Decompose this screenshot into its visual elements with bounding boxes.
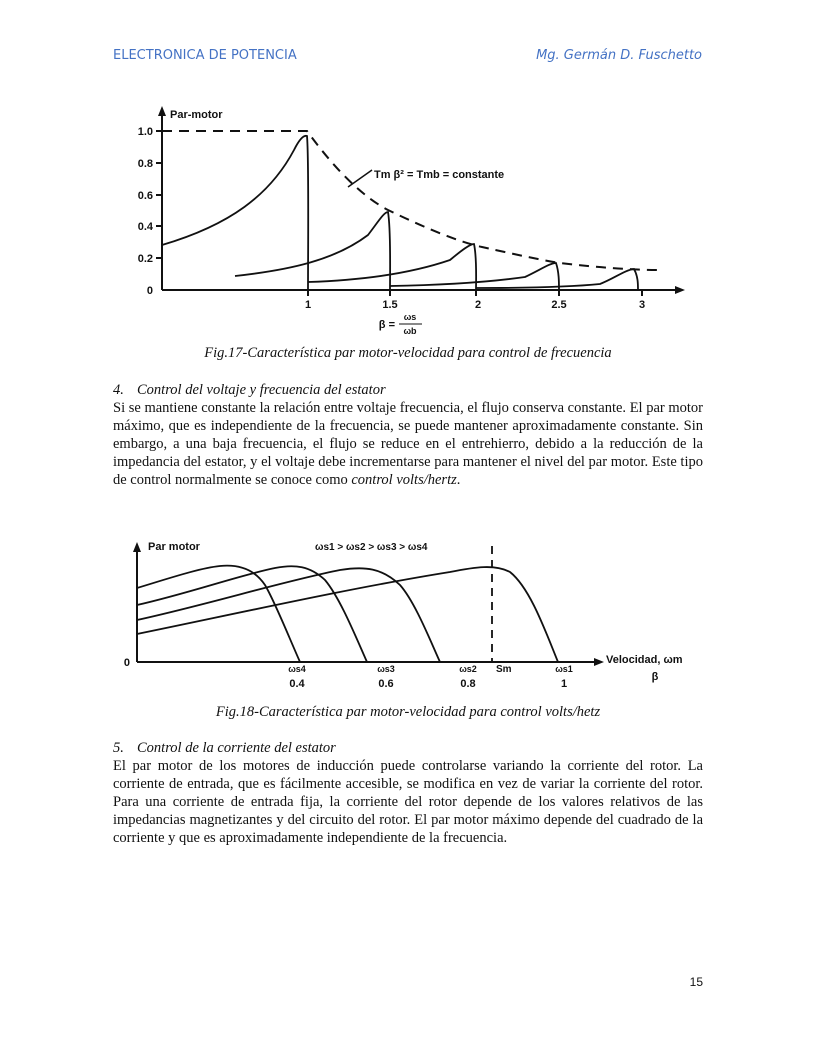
fig17-ytick-04: 0.4 xyxy=(137,221,153,233)
fig18-omega-ws2: ωs2 xyxy=(459,664,477,674)
section-4-body-italic: control volts/hertz xyxy=(351,472,457,488)
fig18-value-0-8: 0.8 xyxy=(460,678,476,690)
fig17-xtick-3: 3 xyxy=(638,299,646,311)
header-title: ELECTRONICA DE POTENCIA xyxy=(113,48,297,63)
fig17-y-title: Par-motor xyxy=(170,109,223,121)
fig18-curve-ws1 xyxy=(137,567,558,662)
fig17-curve-beta-1 xyxy=(162,136,308,290)
fig17-axes xyxy=(162,110,680,290)
fig17-xtick-1-5: 1.5 xyxy=(382,299,398,311)
fig17-ytick-02: 0.2 xyxy=(137,253,153,265)
fig18-xlabel: Velocidad, ωm xyxy=(606,654,683,666)
figure-17-torque-speed-frequency xyxy=(110,100,710,345)
section-4-body-end: . xyxy=(456,472,461,488)
fig18-omega-ws1: ωs1 xyxy=(555,664,573,674)
fig17-xlabel-num: ωs xyxy=(403,312,417,322)
fig18-sm-label: Sm xyxy=(496,664,512,675)
fig17-xtick-2-5: 2.5 xyxy=(551,299,567,311)
fig18-y-arrow xyxy=(133,542,141,552)
fig17-constant-power-dashed xyxy=(162,131,660,270)
section-5-title xyxy=(113,739,703,757)
fig18-omega-ws3: ωs3 xyxy=(377,664,395,674)
fig17-annotation: Tm β² = Tmb = constante xyxy=(374,169,505,181)
fig17-xtick-1: 1 xyxy=(304,299,312,311)
section-4-body xyxy=(113,399,703,489)
fig17-xtick-2: 2 xyxy=(474,299,482,311)
figure-18-caption: Fig.18-Característica par motor-velocidad para control volts/hetz xyxy=(215,704,601,720)
fig18-y-title: Par motor xyxy=(148,541,200,553)
section-5-number: 5. xyxy=(113,740,124,756)
fig18-legend: ωs1 > ωs2 > ωs3 > ωs4 xyxy=(315,542,428,553)
section-5-body: El par motor de los motores de inducción puede controlarse variando la corriente del rotor. La corriente de entrada, que es fácilmente accesible, se modifica en vez de variar la corriente del rotor. Para una corriente de entrada fija, la corriente del rotor depende de los valores relativos de las impedancias magnetizantes y del circuito del rotor. El par motor máximo depende del cuadrado de la corriente y que es aproximadamente independiente de la frecuencia. xyxy=(113,758,703,846)
fig17-xlabel-beta: β = xyxy=(378,319,395,331)
fig18-omega-ws4: ωs4 xyxy=(288,664,306,674)
header-author: Mg. Germán D. Fuschetto xyxy=(536,48,702,63)
fig17-y-arrow xyxy=(158,106,166,116)
fig17-xlabel-den: ωb xyxy=(403,326,417,336)
fig17-ytick-08: 0.8 xyxy=(137,158,153,170)
section-4-body-text: Si se mantiene constante la relación entre voltaje frecuencia, el flujo conserva constante. El par motor máximo, que es independiente de la frecuencia, se puede mantener aproximadamente constante. Sin embargo, a una baja frecuencia, el flujo se reduce en el entrehierro, debido a la reducción de la impedancia del estator, y el voltaje debe incrementarse para mantener el nivel del par motor. Este tipo de control normalmente se conoce como xyxy=(113,400,703,488)
fig17-curve-beta-2-5 xyxy=(390,263,559,290)
fig18-value-1: 1 xyxy=(560,678,568,690)
fig18-beta: β xyxy=(651,671,659,683)
fig17-annotation-pointer xyxy=(348,170,372,187)
fig18-zero: 0 xyxy=(123,657,130,669)
figure-18-torque-speed-volts-hertz xyxy=(110,530,710,695)
fig18-value-0-4: 0.4 xyxy=(289,678,305,690)
section-4-title xyxy=(113,381,703,399)
fig18-curve-ws3 xyxy=(137,566,367,662)
section-4-title-text: Control del voltaje y frecuencia del estator xyxy=(137,382,386,398)
section-4-number: 4. xyxy=(113,382,124,398)
figure-17-caption: Fig.17-Característica par motor-velocidad para control de frecuencia xyxy=(204,345,612,361)
section-5-title-text: Control de la corriente del estator xyxy=(137,740,336,756)
fig18-value-0-6: 0.6 xyxy=(378,678,394,690)
fig17-ytick-0: 0 xyxy=(146,285,153,297)
fig18-x-arrow xyxy=(594,658,604,666)
fig17-x-arrow xyxy=(675,286,685,294)
page-number: 15 xyxy=(689,975,703,989)
section-5 xyxy=(113,739,703,847)
section-4 xyxy=(113,381,703,489)
fig18-axes xyxy=(137,548,598,662)
fig17-ytick-06: 0.6 xyxy=(137,190,153,202)
fig17-ytick-10: 1.0 xyxy=(137,126,153,138)
